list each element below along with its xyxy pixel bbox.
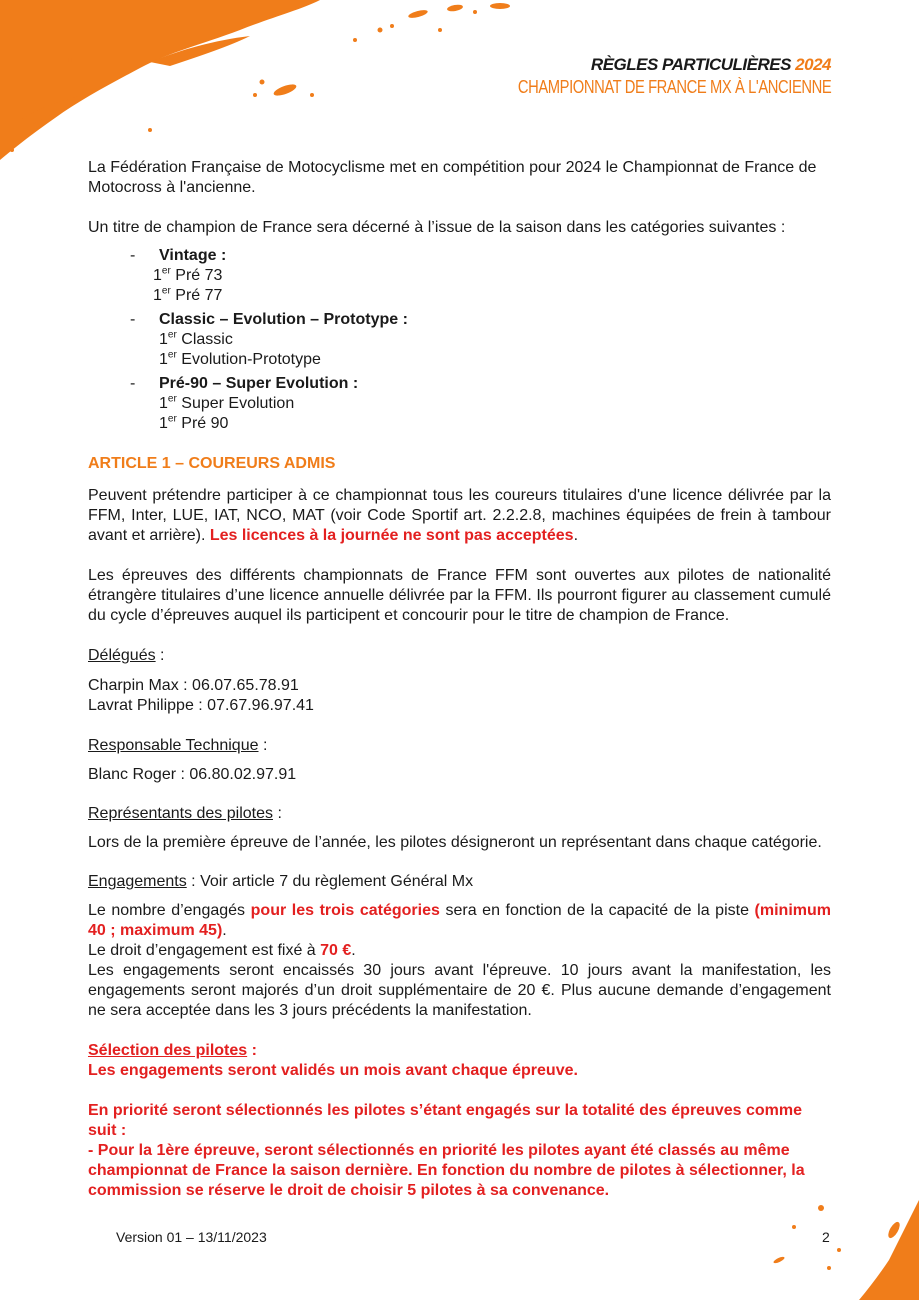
title-label: Super Evolution	[181, 395, 295, 412]
article-1-text: Peuvent prétendre participer à ce championnat tous les coureurs titulaires d'une licence délivrée par la FFM, Inter, LUE, IAT, NCO, MAT (voir Code Sportif art. 2.2.2.8, machines équipées de frein à tambour avant et arrière).	[88, 487, 831, 544]
category-name: Classic – Evolution – Prototype :	[159, 311, 408, 328]
selection-line-1: Les engagements seront validés un mois avant chaque épreuve.	[88, 1062, 578, 1079]
header-title	[449, 54, 831, 76]
engagements-label	[88, 872, 831, 892]
technique-label	[88, 736, 831, 756]
technique-label-text: Responsable Technique	[88, 737, 259, 754]
selection-paragraph-2: En priorité seront sélectionnés les pilotes s’étant engagés sur la totalité des épreuves comme suit :	[88, 1102, 803, 1139]
engagements-label-text: Engagements	[88, 873, 187, 890]
category-title	[159, 351, 321, 368]
selection-colon: :	[247, 1042, 257, 1059]
title-label: Pré 73	[175, 267, 223, 284]
representants-label-text: Représentants des pilotes	[88, 805, 273, 822]
list-dash: -	[130, 375, 136, 392]
engagements-text: sera en fonction de la capacité de la piste	[439, 902, 755, 919]
engagements-paragraph-1	[88, 901, 831, 941]
representants-text: Lors de la première épreuve de l’année, les pilotes désigneront un représentant dans chaque catégorie.	[88, 834, 822, 851]
technique-colon: :	[258, 737, 268, 754]
title-rank: 1	[153, 267, 162, 284]
category-title	[153, 267, 222, 284]
title-rank-suffix: er	[167, 329, 177, 341]
delegue-line: Lavrat Philippe : 07.67.96.97.41	[88, 697, 314, 714]
header-year: 2024	[795, 55, 831, 74]
article-1-paragraph-1	[88, 486, 831, 546]
category-list	[88, 246, 831, 434]
engagements-fee: 70 €	[320, 942, 352, 959]
list-dash: -	[130, 311, 136, 328]
title-rank-suffix: er	[161, 265, 171, 277]
category-item	[88, 246, 831, 306]
selection-label-text: Sélection des pilotes	[88, 1042, 248, 1059]
title-rank: 1	[159, 415, 168, 432]
intro-paragraph-2: Un titre de champion de France sera décerné à l’issue de la saison dans les catégories suivantes :	[88, 219, 786, 236]
title-rank: 1	[159, 395, 168, 412]
engagements-paragraph-2	[88, 941, 831, 961]
article-1-highlight: Les licences à la journée ne sont pas acceptées	[209, 527, 574, 544]
engagements-paragraph-3: Les engagements seront encaissés 30 jours avant l'épreuve. 10 jours avant la manifestation, les engagements seront majorés d’un droit supplémentaire de 20 €. Plus aucune demande d’engagement ne sera acceptée dans les 3 jours précédents la manifestation.	[88, 962, 831, 1019]
header-title-main: RÈGLES PARTICULIÈRES	[590, 55, 791, 74]
representants-label	[88, 804, 831, 824]
title-rank: 1	[159, 331, 168, 348]
engagements-highlight: (minimum 40 ; maximum 45)	[88, 902, 831, 939]
selection-label	[88, 1041, 831, 1061]
category-name: Vintage :	[159, 247, 227, 264]
technique-line: Blanc Roger : 06.80.02.97.91	[88, 766, 297, 783]
representants-colon: :	[273, 805, 282, 822]
category-title	[159, 395, 294, 412]
article-1-end: .	[573, 527, 579, 544]
title-rank-suffix: er	[167, 413, 177, 425]
engagements-text: .	[351, 942, 356, 959]
delegues-colon: :	[155, 647, 165, 664]
delegue-line: Charpin Max : 06.07.65.78.91	[88, 677, 299, 694]
title-rank-suffix: er	[167, 393, 177, 405]
engagements-text: Le droit d’engagement est fixé à	[88, 942, 321, 959]
intro-paragraph-1: La Fédération Française de Motocyclisme met en compétition pour 2024 le Championnat de France de Motocross à l'ancienne.	[88, 159, 817, 196]
header-subtitle: CHAMPIONNAT DE FRANCE MX À L'ANCIENNE	[517, 77, 831, 97]
category-name: Pré-90 – Super Evolution :	[159, 375, 359, 392]
delegues-label	[88, 646, 831, 666]
category-title	[153, 287, 222, 304]
article-1-heading: ARTICLE 1 – COUREURS ADMIS	[88, 455, 336, 472]
engagements-rest: : Voir article 7 du règlement Général Mx	[186, 873, 474, 890]
title-rank-suffix: er	[167, 349, 177, 361]
footer-page-number: 2	[822, 1229, 830, 1245]
category-title	[159, 415, 228, 432]
document-body	[88, 158, 831, 1201]
engagements-text: .	[222, 922, 227, 939]
category-item	[88, 374, 831, 434]
category-title	[159, 331, 233, 348]
document-header	[449, 54, 831, 98]
title-rank-suffix: er	[161, 285, 171, 297]
title-label: Classic	[181, 331, 233, 348]
engagements-highlight: pour les trois catégories	[250, 902, 440, 919]
title-label: Pré 90	[181, 415, 229, 432]
title-label: Evolution-Prototype	[181, 351, 321, 368]
list-dash: -	[130, 247, 136, 264]
orange-splash-bottom-decoration	[749, 1190, 919, 1300]
footer-version: Version 01 – 13/11/2023	[116, 1229, 267, 1245]
delegues-label-text: Délégués	[88, 647, 156, 664]
title-rank: 1	[153, 287, 162, 304]
engagements-text: Le nombre d’engagés	[88, 902, 251, 919]
title-rank: 1	[159, 351, 168, 368]
selection-paragraph-3: - Pour la 1ère épreuve, seront sélectionnés en priorité les pilotes ayant été classés au même championnat de France la saison dernière. En fonction du nombre de pilotes à sélectionner, la commission se réserve le droit de choisir 5 pilotes à sa convenance.	[88, 1142, 805, 1199]
article-1-paragraph-2: Les épreuves des différents championnats de France FFM sont ouvertes aux pilotes de nationalité étrangère titulaires d’une licence annuelle délivrée par la FFM. Ils pourront figurer au classement cumulé du cycle d’épreuves auquel ils participent et concourir pour le titre de champion de France.	[88, 567, 831, 624]
category-item	[88, 310, 831, 370]
title-label: Pré 77	[175, 287, 223, 304]
